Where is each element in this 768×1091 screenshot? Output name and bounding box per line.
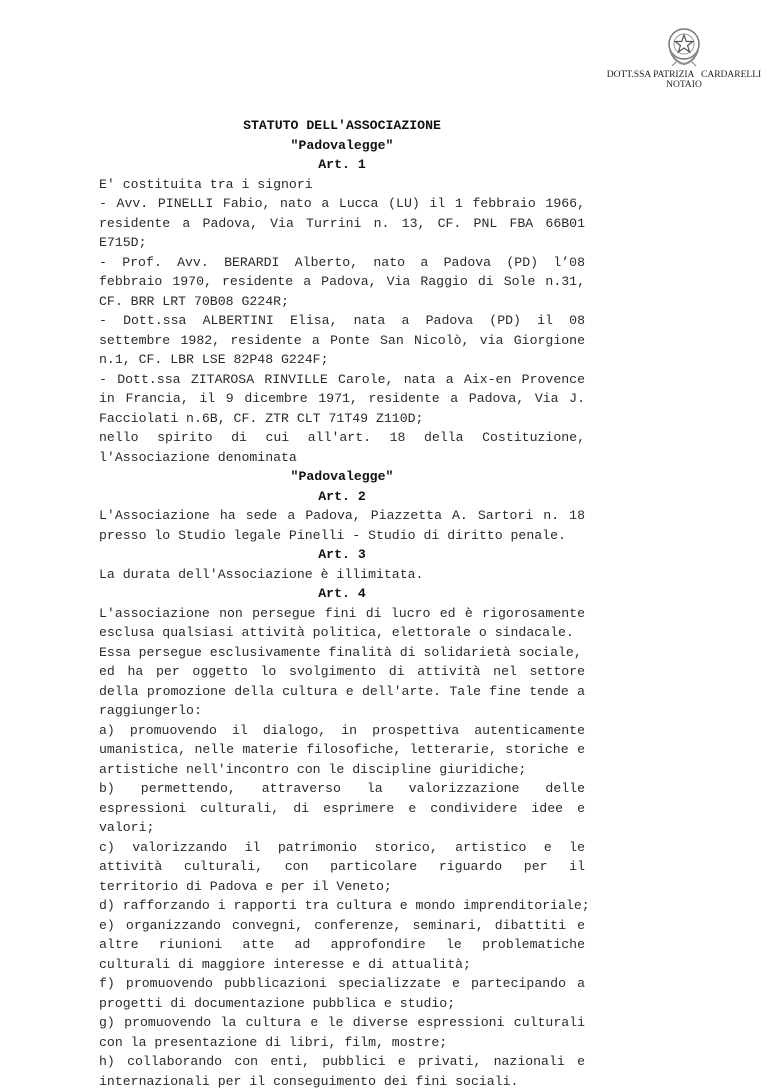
text-line: a) promuovendo il dialogo, in prospettiva autenticamente: [99, 721, 585, 741]
text-line: E715D;: [99, 233, 585, 253]
text-line: con la presentazione di libri, film, mostre;: [99, 1033, 585, 1053]
text-line: della promozione della cultura e dell'arte. Tale fine tende a: [99, 682, 585, 702]
heading-line: Art. 2: [99, 487, 585, 507]
text-line: artistiche nell'incontro con le discipline giuridiche;: [99, 760, 585, 780]
text-line: n.1, CF. LBR LSE 82P48 G224F;: [99, 350, 585, 370]
text-line: La durata dell'Associazione è illimitata.: [99, 565, 585, 585]
text-line: presso lo Studio legale Pinelli - Studio di diritto penale.: [99, 526, 585, 546]
heading-line: "Padovalegge": [99, 467, 585, 487]
text-line: umanistica, nelle materie filosofiche, letterarie, storiche e: [99, 740, 585, 760]
text-line: settembre 1982, residente a Ponte San Nicolò, via Giorgione: [99, 331, 585, 351]
text-line: f) promuovendo pubblicazioni specializzate e partecipando a: [99, 974, 585, 994]
text-line: ed ha per oggetto lo svolgimento di attività nel settore: [99, 662, 585, 682]
text-line: d) rafforzando i rapporti tra cultura e mondo imprenditoriale;: [99, 896, 585, 916]
text-line: in Francia, il 9 dicembre 1971, residente a Padova, Via J.: [99, 389, 585, 409]
text-line: progetti di documentazione pubblica e studio;: [99, 994, 585, 1014]
text-line: territorio di Padova e per il Veneto;: [99, 877, 585, 897]
text-line: internazionali per il conseguimento dei fini sociali.: [99, 1072, 585, 1091]
text-line: l'Associazione denominata: [99, 448, 585, 468]
heading-line: Art. 1: [99, 155, 585, 175]
heading-line: "Padovalegge": [99, 136, 585, 156]
text-line: altre riunioni atte ad approfondire le problematiche: [99, 935, 585, 955]
text-line: esclusa qualsiasi attività politica, elettorale o sindacale.: [99, 623, 585, 643]
text-line: e) organizzando convegni, conferenze, seminari, dibattiti e: [99, 916, 585, 936]
text-line: febbraio 1970, residente a Padova, Via Raggio di Sole n.31,: [99, 272, 585, 292]
text-line: valori;: [99, 818, 585, 838]
text-line: L'Associazione ha sede a Padova, Piazzetta A. Sartori n. 18: [99, 506, 585, 526]
text-line: c) valorizzando il patrimonio storico, artistico e le: [99, 838, 585, 858]
text-line: - Dott.ssa ZITAROSA RINVILLE Carole, nata a Aix-en Provence: [99, 370, 585, 390]
notary-title: NOTAIO: [600, 80, 768, 90]
text-line: residente a Padova, Via Turrini n. 13, CF. PNL FBA 66B01: [99, 214, 585, 234]
heading-line: Art. 4: [99, 584, 585, 604]
text-line: - Prof. Avv. BERARDI Alberto, nato a Padova (PD) l’08: [99, 253, 585, 273]
text-line: - Avv. PINELLI Fabio, nato a Lucca (LU) il 1 febbraio 1966,: [99, 194, 585, 214]
text-line: raggiungerlo:: [99, 701, 585, 721]
text-line: culturali di maggiore interesse e di attualità;: [99, 955, 585, 975]
text-line: Facciolati n.6B, CF. ZTR CLT 71T49 Z110D;: [99, 409, 585, 429]
text-line: CF. BRR LRT 70B08 G224R;: [99, 292, 585, 312]
text-line: L'associazione non persegue fini di lucro ed è rigorosamente: [99, 604, 585, 624]
text-line: E' costituita tra i signori: [99, 175, 585, 195]
text-line: espressioni culturali, di esprimere e condividere idee e: [99, 799, 585, 819]
heading-line: Art. 3: [99, 545, 585, 565]
text-line: Essa persegue esclusivamente finalità di solidarietà sociale,: [99, 643, 585, 663]
notary-name: DOTT.SSA PATRIZIA CARDARELLI: [600, 70, 768, 80]
text-line: nello spirito di cui all'art. 18 della Costituzione,: [99, 428, 585, 448]
text-line: - Dott.ssa ALBERTINI Elisa, nata a Padova (PD) il 08: [99, 311, 585, 331]
text-line: b) permettendo, attraverso la valorizzazione delle: [99, 779, 585, 799]
text-line: g) promuovendo la cultura e le diverse espressioni culturali: [99, 1013, 585, 1033]
heading-line: STATUTO DELL'ASSOCIAZIONE: [99, 116, 585, 136]
letterhead: [600, 24, 768, 90]
italian-republic-emblem-icon: [664, 24, 704, 68]
statute-document: [99, 116, 585, 1091]
text-line: attività culturali, con particolare riguardo per il: [99, 857, 585, 877]
text-line: h) collaborando con enti, pubblici e privati, nazionali e: [99, 1052, 585, 1072]
